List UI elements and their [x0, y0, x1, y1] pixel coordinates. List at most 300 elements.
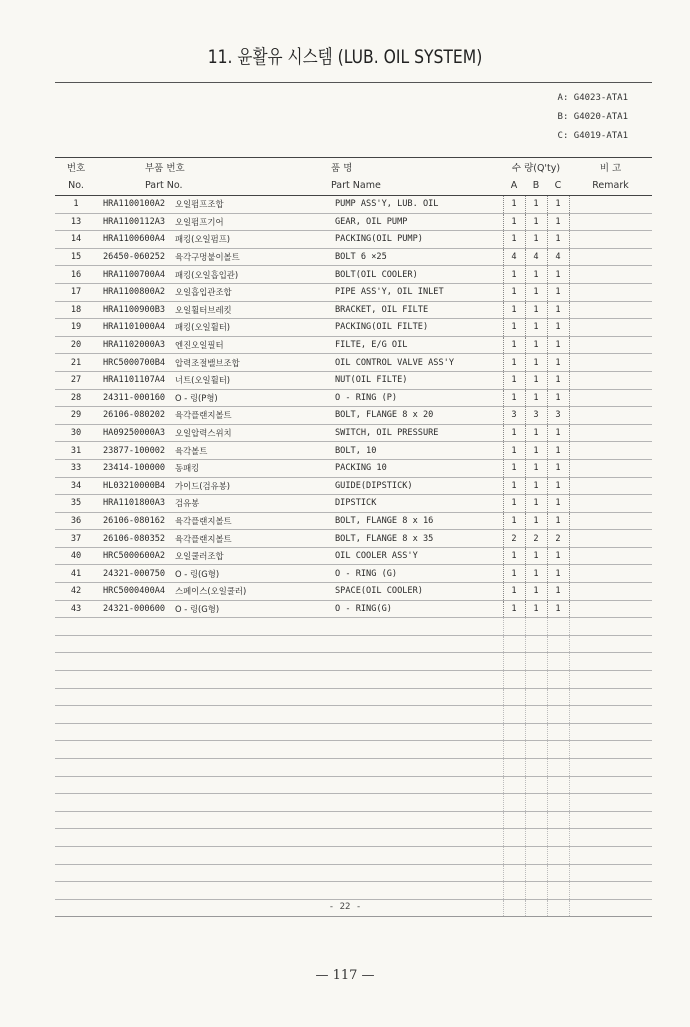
row-no: 34	[55, 477, 97, 495]
empty-cell	[327, 882, 503, 900]
row-name-kr: 육각플랜지볼트	[167, 407, 327, 425]
empty-cell	[97, 671, 167, 689]
empty-cell	[327, 846, 503, 864]
row-qty-a: 1	[503, 336, 525, 354]
empty-cell	[547, 882, 569, 900]
row-qty-b: 1	[525, 319, 547, 337]
empty-cell	[327, 776, 503, 794]
row-part-number: HRA1101000A4	[97, 319, 167, 337]
empty-row	[55, 723, 652, 741]
row-part-number: 23414-100000	[97, 459, 167, 477]
row-qty-a: 1	[503, 196, 525, 214]
row-qty-b: 1	[525, 459, 547, 477]
empty-cell	[525, 794, 547, 812]
row-name-kr: 너트(오일휠터)	[167, 371, 327, 389]
empty-cell	[97, 741, 167, 759]
empty-cell	[525, 864, 547, 882]
row-part-number: 26106-080352	[97, 530, 167, 548]
empty-cell	[525, 846, 547, 864]
empty-cell	[525, 671, 547, 689]
empty-cell	[569, 618, 652, 636]
row-no: 35	[55, 495, 97, 513]
row-qty-c: 1	[547, 547, 569, 565]
empty-cell	[97, 688, 167, 706]
row-qty-c: 1	[547, 266, 569, 284]
empty-row	[55, 653, 652, 671]
empty-row	[55, 671, 652, 689]
row-name-kr: 육각구멍붙이볼트	[167, 248, 327, 266]
empty-cell	[503, 618, 525, 636]
empty-cell	[569, 811, 652, 829]
empty-cell	[55, 794, 97, 812]
row-qty-b: 1	[525, 336, 547, 354]
row-name-kr: 오일쿨러조합	[167, 547, 327, 565]
row-name-en: SWITCH, OIL PRESSURE	[327, 424, 503, 442]
empty-cell	[167, 671, 327, 689]
row-name-en: PACKING(OIL PUMP)	[327, 231, 503, 249]
row-qty-b: 1	[525, 301, 547, 319]
row-qty-c: 1	[547, 354, 569, 372]
empty-cell	[503, 864, 525, 882]
header-no-kr: 번호	[55, 158, 97, 177]
empty-cell	[167, 864, 327, 882]
row-qty-b: 1	[525, 424, 547, 442]
row-qty-a: 1	[503, 495, 525, 513]
empty-cell	[97, 618, 167, 636]
row-qty-c: 1	[547, 512, 569, 530]
model-b: B: G4020-ATA1	[557, 112, 628, 122]
row-no: 41	[55, 565, 97, 583]
row-name-en: DIPSTICK	[327, 495, 503, 513]
header-name-kr: 품 명	[327, 158, 503, 177]
row-qty-c: 1	[547, 424, 569, 442]
empty-cell	[503, 882, 525, 900]
empty-row	[55, 776, 652, 794]
row-name-kr: 검유봉	[167, 495, 327, 513]
row-name-en: BOLT, FLANGE 8 x 20	[327, 407, 503, 425]
row-remark	[569, 530, 652, 548]
row-qty-b: 4	[525, 248, 547, 266]
empty-cell	[525, 811, 547, 829]
row-qty-b: 1	[525, 389, 547, 407]
empty-cell	[503, 776, 525, 794]
row-name-kr: 패킹(오일휠터)	[167, 319, 327, 337]
empty-cell	[97, 759, 167, 777]
row-part-number: HRC5000400A4	[97, 583, 167, 601]
row-no: 31	[55, 442, 97, 460]
header-qty-b: B	[525, 177, 547, 196]
empty-cell	[547, 864, 569, 882]
row-qty-a: 1	[503, 565, 525, 583]
row-no: 43	[55, 600, 97, 618]
row-part-number: HRA1100800A2	[97, 283, 167, 301]
row-name-en: GUIDE(DIPSTICK)	[327, 477, 503, 495]
sheet-number: - 22 -	[328, 902, 362, 912]
row-name-kr: 육각볼트	[167, 442, 327, 460]
row-part-number: HL03210000B4	[97, 477, 167, 495]
table-row	[55, 530, 652, 548]
row-qty-c: 1	[547, 600, 569, 618]
empty-cell	[55, 882, 97, 900]
empty-cell	[97, 846, 167, 864]
empty-cell	[55, 653, 97, 671]
table-row	[55, 283, 652, 301]
empty-cell	[327, 723, 503, 741]
row-name-kr: O - 링(P형)	[167, 389, 327, 407]
empty-cell	[55, 829, 97, 847]
model-list	[558, 89, 628, 146]
row-part-number: HRA1101107A4	[97, 371, 167, 389]
empty-cell	[55, 723, 97, 741]
row-no: 16	[55, 266, 97, 284]
empty-cell	[547, 794, 569, 812]
empty-cell	[167, 759, 327, 777]
row-qty-c: 1	[547, 301, 569, 319]
empty-cell	[167, 618, 327, 636]
row-qty-a: 1	[503, 442, 525, 460]
table-row	[55, 248, 652, 266]
row-qty-a: 1	[503, 512, 525, 530]
row-qty-a: 1	[503, 583, 525, 601]
empty-cell	[547, 829, 569, 847]
row-name-en: O - RING (P)	[327, 389, 503, 407]
empty-cell	[327, 829, 503, 847]
empty-cell	[167, 846, 327, 864]
row-qty-b: 1	[525, 547, 547, 565]
row-name-en: OIL CONTROL VALVE ASS'Y	[327, 354, 503, 372]
empty-row	[55, 829, 652, 847]
empty-cell	[167, 829, 327, 847]
empty-cell	[525, 723, 547, 741]
row-no: 28	[55, 389, 97, 407]
row-remark	[569, 354, 652, 372]
row-name-en: BOLT(OIL COOLER)	[327, 266, 503, 284]
row-name-kr: 패킹(오일흡입관)	[167, 266, 327, 284]
row-part-number: HRA1100100A2	[97, 196, 167, 214]
empty-cell	[569, 864, 652, 882]
row-part-number: HRA1100700A4	[97, 266, 167, 284]
empty-cell	[97, 864, 167, 882]
empty-cell	[525, 706, 547, 724]
row-name-kr: 엔진오일필터	[167, 336, 327, 354]
row-qty-c: 1	[547, 336, 569, 354]
row-qty-a: 1	[503, 424, 525, 442]
table-row	[55, 424, 652, 442]
row-name-en: SPACE(OIL COOLER)	[327, 583, 503, 601]
table-row	[55, 389, 652, 407]
row-qty-c: 1	[547, 371, 569, 389]
empty-cell	[55, 846, 97, 864]
empty-cell	[547, 723, 569, 741]
row-name-kr: 오일휠터브레킷	[167, 301, 327, 319]
title-divider	[55, 82, 652, 83]
empty-cell	[55, 618, 97, 636]
row-qty-a: 1	[503, 354, 525, 372]
row-remark	[569, 266, 652, 284]
header-part-en: Part No.	[97, 177, 327, 196]
row-name-kr: 오일흡입관조합	[167, 283, 327, 301]
empty-cell	[503, 723, 525, 741]
table-row	[55, 512, 652, 530]
row-qty-c: 1	[547, 477, 569, 495]
row-no: 33	[55, 459, 97, 477]
table-row	[55, 600, 652, 618]
row-part-number: HRA1100900B3	[97, 301, 167, 319]
empty-cell	[327, 794, 503, 812]
row-remark	[569, 371, 652, 389]
row-name-kr: 압력조절밸브조합	[167, 354, 327, 372]
table-row	[55, 459, 652, 477]
empty-cell	[55, 864, 97, 882]
empty-cell	[547, 776, 569, 794]
row-qty-a: 2	[503, 530, 525, 548]
empty-cell	[569, 706, 652, 724]
row-qty-b: 1	[525, 495, 547, 513]
row-qty-a: 1	[503, 213, 525, 231]
model-c: C: G4019-ATA1	[557, 131, 628, 141]
empty-cell	[547, 671, 569, 689]
empty-cell	[167, 723, 327, 741]
empty-row	[55, 741, 652, 759]
page-title: 11. 윤활유 시스템 (LUB. OIL SYSTEM)	[207, 46, 483, 68]
empty-cell	[55, 635, 97, 653]
empty-cell	[569, 829, 652, 847]
empty-cell	[167, 653, 327, 671]
row-part-number: HRC5000700B4	[97, 354, 167, 372]
row-qty-b: 1	[525, 371, 547, 389]
row-qty-a: 1	[503, 266, 525, 284]
table-row	[55, 477, 652, 495]
empty-cell	[167, 741, 327, 759]
table-bottom-rule	[55, 916, 652, 917]
empty-cell	[97, 723, 167, 741]
row-part-number: HRA1100112A3	[97, 213, 167, 231]
header-qty-c: C	[547, 177, 569, 196]
empty-cell	[327, 671, 503, 689]
empty-row	[55, 759, 652, 777]
row-name-en: BOLT, 10	[327, 442, 503, 460]
row-name-en: PUMP ASS'Y, LUB. OIL	[327, 196, 503, 214]
row-qty-b: 2	[525, 530, 547, 548]
row-name-kr: 패킹(오일펌프)	[167, 231, 327, 249]
empty-row	[55, 794, 652, 812]
row-qty-c: 1	[547, 213, 569, 231]
row-qty-c: 1	[547, 231, 569, 249]
row-remark	[569, 547, 652, 565]
empty-cell	[55, 759, 97, 777]
row-name-en: OIL COOLER ASS'Y	[327, 547, 503, 565]
empty-cell	[569, 688, 652, 706]
row-name-en: BRACKET, OIL FILTE	[327, 301, 503, 319]
empty-cell	[503, 671, 525, 689]
empty-cell	[547, 846, 569, 864]
row-qty-a: 1	[503, 477, 525, 495]
header-remark-en: Remark	[569, 177, 652, 196]
table-row	[55, 442, 652, 460]
empty-cell	[503, 635, 525, 653]
row-qty-b: 1	[525, 354, 547, 372]
empty-cell	[569, 635, 652, 653]
empty-cell	[525, 741, 547, 759]
row-qty-c: 1	[547, 583, 569, 601]
row-qty-b: 1	[525, 196, 547, 214]
row-qty-c: 1	[547, 389, 569, 407]
row-qty-c: 2	[547, 530, 569, 548]
row-part-number: 26450-060252	[97, 248, 167, 266]
row-no: 14	[55, 231, 97, 249]
parts-table-body	[55, 196, 652, 917]
row-qty-a: 1	[503, 459, 525, 477]
table-row	[55, 336, 652, 354]
row-qty-b: 1	[525, 283, 547, 301]
empty-cell	[167, 776, 327, 794]
empty-row	[55, 811, 652, 829]
empty-cell	[55, 688, 97, 706]
empty-cell	[525, 653, 547, 671]
row-remark	[569, 565, 652, 583]
row-remark	[569, 600, 652, 618]
parts-table	[55, 157, 652, 917]
row-name-en: FILTE, E/G OIL	[327, 336, 503, 354]
table-row	[55, 565, 652, 583]
empty-row	[55, 635, 652, 653]
row-name-kr: 오일펌프기어	[167, 213, 327, 231]
row-remark	[569, 231, 652, 249]
table-row	[55, 266, 652, 284]
empty-cell	[547, 688, 569, 706]
empty-cell	[569, 723, 652, 741]
row-no: 1	[55, 196, 97, 214]
row-qty-c: 1	[547, 283, 569, 301]
row-qty-a: 1	[503, 301, 525, 319]
empty-cell	[503, 741, 525, 759]
row-qty-c: 1	[547, 442, 569, 460]
row-qty-c: 1	[547, 319, 569, 337]
empty-cell	[167, 688, 327, 706]
empty-cell	[327, 635, 503, 653]
row-qty-a: 1	[503, 371, 525, 389]
empty-cell	[97, 882, 167, 900]
row-no: 13	[55, 213, 97, 231]
row-remark	[569, 512, 652, 530]
empty-cell	[569, 794, 652, 812]
row-remark	[569, 283, 652, 301]
row-qty-c: 3	[547, 407, 569, 425]
row-qty-c: 1	[547, 565, 569, 583]
row-name-kr: 가이드(검유봉)	[167, 477, 327, 495]
row-no: 36	[55, 512, 97, 530]
row-name-en: O - RING(G)	[327, 600, 503, 618]
row-qty-b: 1	[525, 583, 547, 601]
empty-row	[55, 618, 652, 636]
row-name-kr: 오일펌프조합	[167, 196, 327, 214]
row-part-number: HRC5000600A2	[97, 547, 167, 565]
empty-cell	[503, 829, 525, 847]
row-no: 40	[55, 547, 97, 565]
row-name-kr: 스페이스(오일쿨러)	[167, 583, 327, 601]
row-qty-c: 4	[547, 248, 569, 266]
header-no-en: No.	[55, 177, 97, 196]
row-part-number: HA09250000A3	[97, 424, 167, 442]
empty-cell	[97, 706, 167, 724]
row-part-number: HRA1100600A4	[97, 231, 167, 249]
empty-cell	[503, 706, 525, 724]
empty-cell	[503, 653, 525, 671]
row-remark	[569, 196, 652, 214]
row-remark	[569, 336, 652, 354]
row-no: 30	[55, 424, 97, 442]
empty-cell	[547, 653, 569, 671]
empty-cell	[327, 706, 503, 724]
row-part-number: 24321-000600	[97, 600, 167, 618]
row-qty-b: 3	[525, 407, 547, 425]
table-row	[55, 547, 652, 565]
empty-cell	[167, 882, 327, 900]
empty-cell	[525, 829, 547, 847]
empty-row	[55, 846, 652, 864]
row-qty-b: 1	[525, 477, 547, 495]
empty-cell	[55, 776, 97, 794]
row-remark	[569, 319, 652, 337]
row-qty-b: 1	[525, 565, 547, 583]
empty-cell	[547, 706, 569, 724]
empty-cell	[55, 811, 97, 829]
header-part-kr: 부품 번호	[97, 158, 327, 177]
empty-cell	[525, 882, 547, 900]
empty-cell	[167, 794, 327, 812]
empty-cell	[569, 846, 652, 864]
empty-cell	[327, 618, 503, 636]
empty-cell	[503, 688, 525, 706]
row-name-en: PIPE ASS'Y, OIL INLET	[327, 283, 503, 301]
empty-cell	[327, 759, 503, 777]
row-name-en: PACKING 10	[327, 459, 503, 477]
empty-cell	[55, 706, 97, 724]
row-qty-a: 1	[503, 319, 525, 337]
row-remark	[569, 248, 652, 266]
row-qty-b: 1	[525, 266, 547, 284]
empty-cell	[525, 635, 547, 653]
row-part-number: HRA1101800A3	[97, 495, 167, 513]
row-no: 29	[55, 407, 97, 425]
row-remark	[569, 583, 652, 601]
row-remark	[569, 477, 652, 495]
row-qty-a: 1	[503, 389, 525, 407]
empty-cell	[97, 829, 167, 847]
row-part-number: 23877-100002	[97, 442, 167, 460]
table-row	[55, 495, 652, 513]
row-remark	[569, 459, 652, 477]
row-qty-c: 1	[547, 459, 569, 477]
row-qty-b: 1	[525, 442, 547, 460]
row-no: 42	[55, 583, 97, 601]
header-remark-kr: 비 고	[569, 158, 652, 177]
row-qty-a: 1	[503, 231, 525, 249]
empty-cell	[167, 635, 327, 653]
row-qty-b: 1	[525, 213, 547, 231]
row-name-en: GEAR, OIL PUMP	[327, 213, 503, 231]
empty-cell	[327, 653, 503, 671]
table-row	[55, 354, 652, 372]
row-name-kr: 육각플랜지볼트	[167, 512, 327, 530]
empty-cell	[327, 741, 503, 759]
row-qty-b: 1	[525, 600, 547, 618]
row-name-en: BOLT, FLANGE 8 x 35	[327, 530, 503, 548]
table-row	[55, 231, 652, 249]
row-remark	[569, 389, 652, 407]
empty-cell	[547, 635, 569, 653]
model-a: A: G4023-ATA1	[557, 93, 628, 103]
